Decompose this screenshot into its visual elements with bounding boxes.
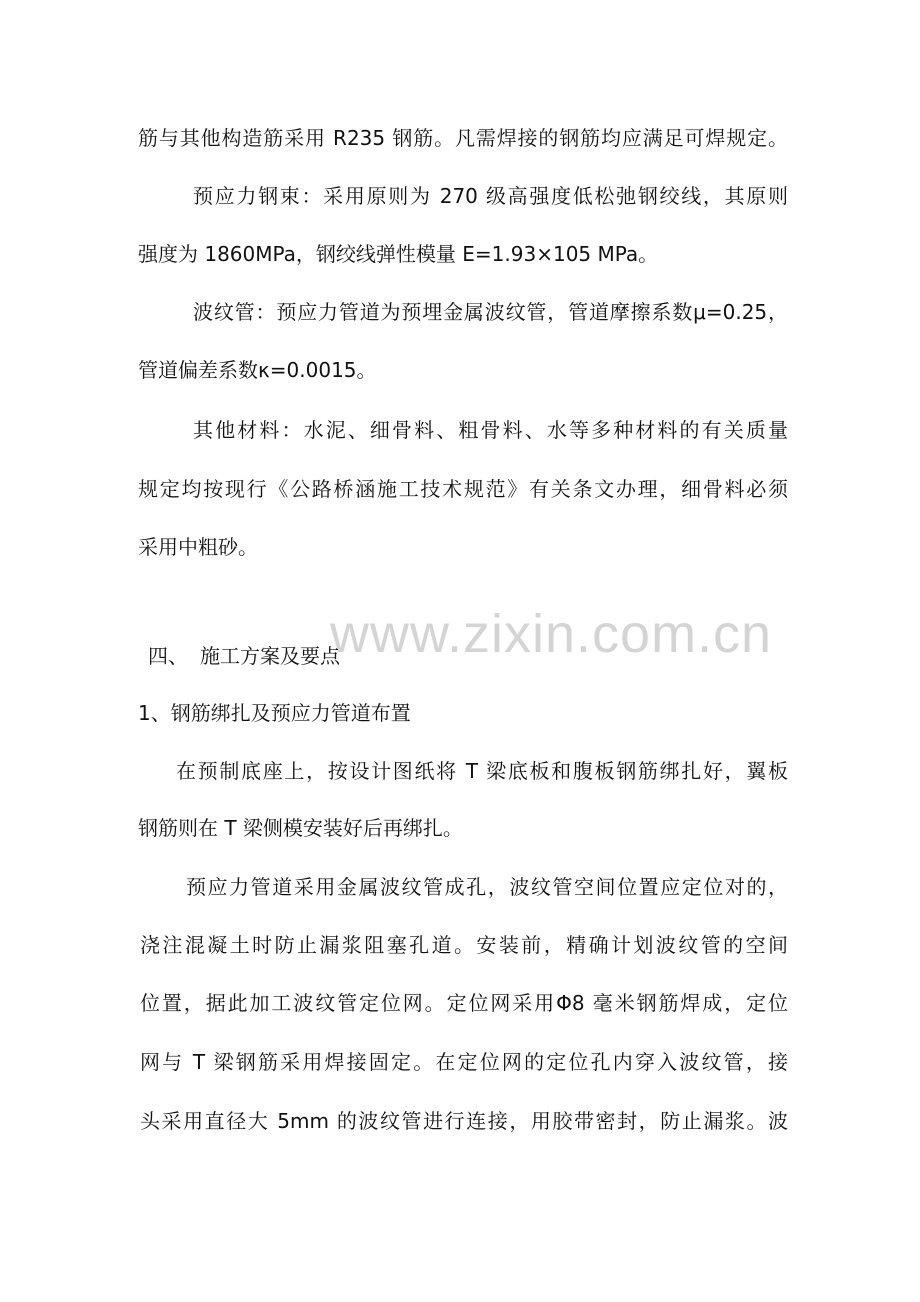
paragraph-line: 筋与其他构造筋采用 R235 钢筋。凡需焊接的钢筋均应满足可焊规定。 [138, 126, 788, 150]
paragraph-line: 波纹管：预应力管道为预埋金属波纹管，管道摩擦系数μ=0.25， [193, 300, 788, 324]
section-title: 施工方案及要点 [200, 644, 340, 668]
paragraph-line: 在预制底座上，按设计图纸将 T 梁底板和腹板钢筋绑扎好，翼板 [176, 759, 788, 783]
subsection-heading: 1、钢筋绑扎及预应力管道布置 [138, 701, 411, 725]
paragraph-line: 采用中粗砂。 [138, 535, 258, 559]
paragraph-line: 管道偏差系数κ=0.0015。 [138, 358, 377, 382]
paragraph-line: 强度为 1860MPa，钢绞线弹性模量 E=1.93×105 MPa。 [138, 242, 659, 266]
paragraph-line: 位置，据此加工波纹管定位网。定位网采用Φ8 毫米钢筋焊成，定位 [140, 991, 788, 1015]
paragraph-line: 网与 T 梁钢筋采用焊接固定。在定位网的定位孔内穿入波纹管，接 [140, 1050, 788, 1074]
paragraph-line: 头采用直径大 5mm 的波纹管进行连接，用胶带密封，防止漏浆。波 [140, 1109, 788, 1133]
section-number: 四、 [148, 644, 188, 668]
section-heading [148, 643, 340, 669]
paragraph-line: 规定均按现行《公路桥涵施工技术规范》有关条文办理，细骨料必须 [138, 477, 788, 501]
paragraph-line: 其他材料：水泥、细骨料、粗骨料、水等多种材料的有关质量 [193, 418, 788, 442]
watermark: www.zixin.com.cn [330, 604, 773, 664]
paragraph-line: 预应力管道采用金属波纹管成孔，波纹管空间位置应定位对的， [186, 875, 788, 899]
paragraph-line: 浇注混凝土时防止漏浆阻塞孔道。安装前，精确计划波纹管的空间 [140, 933, 788, 957]
paragraph-line: 预应力钢束：采用原则为 270 级高强度低松弛钢绞线，其原则 [193, 184, 788, 208]
paragraph-line: 钢筋则在 T 梁侧模安装好后再绑扎。 [138, 816, 463, 840]
